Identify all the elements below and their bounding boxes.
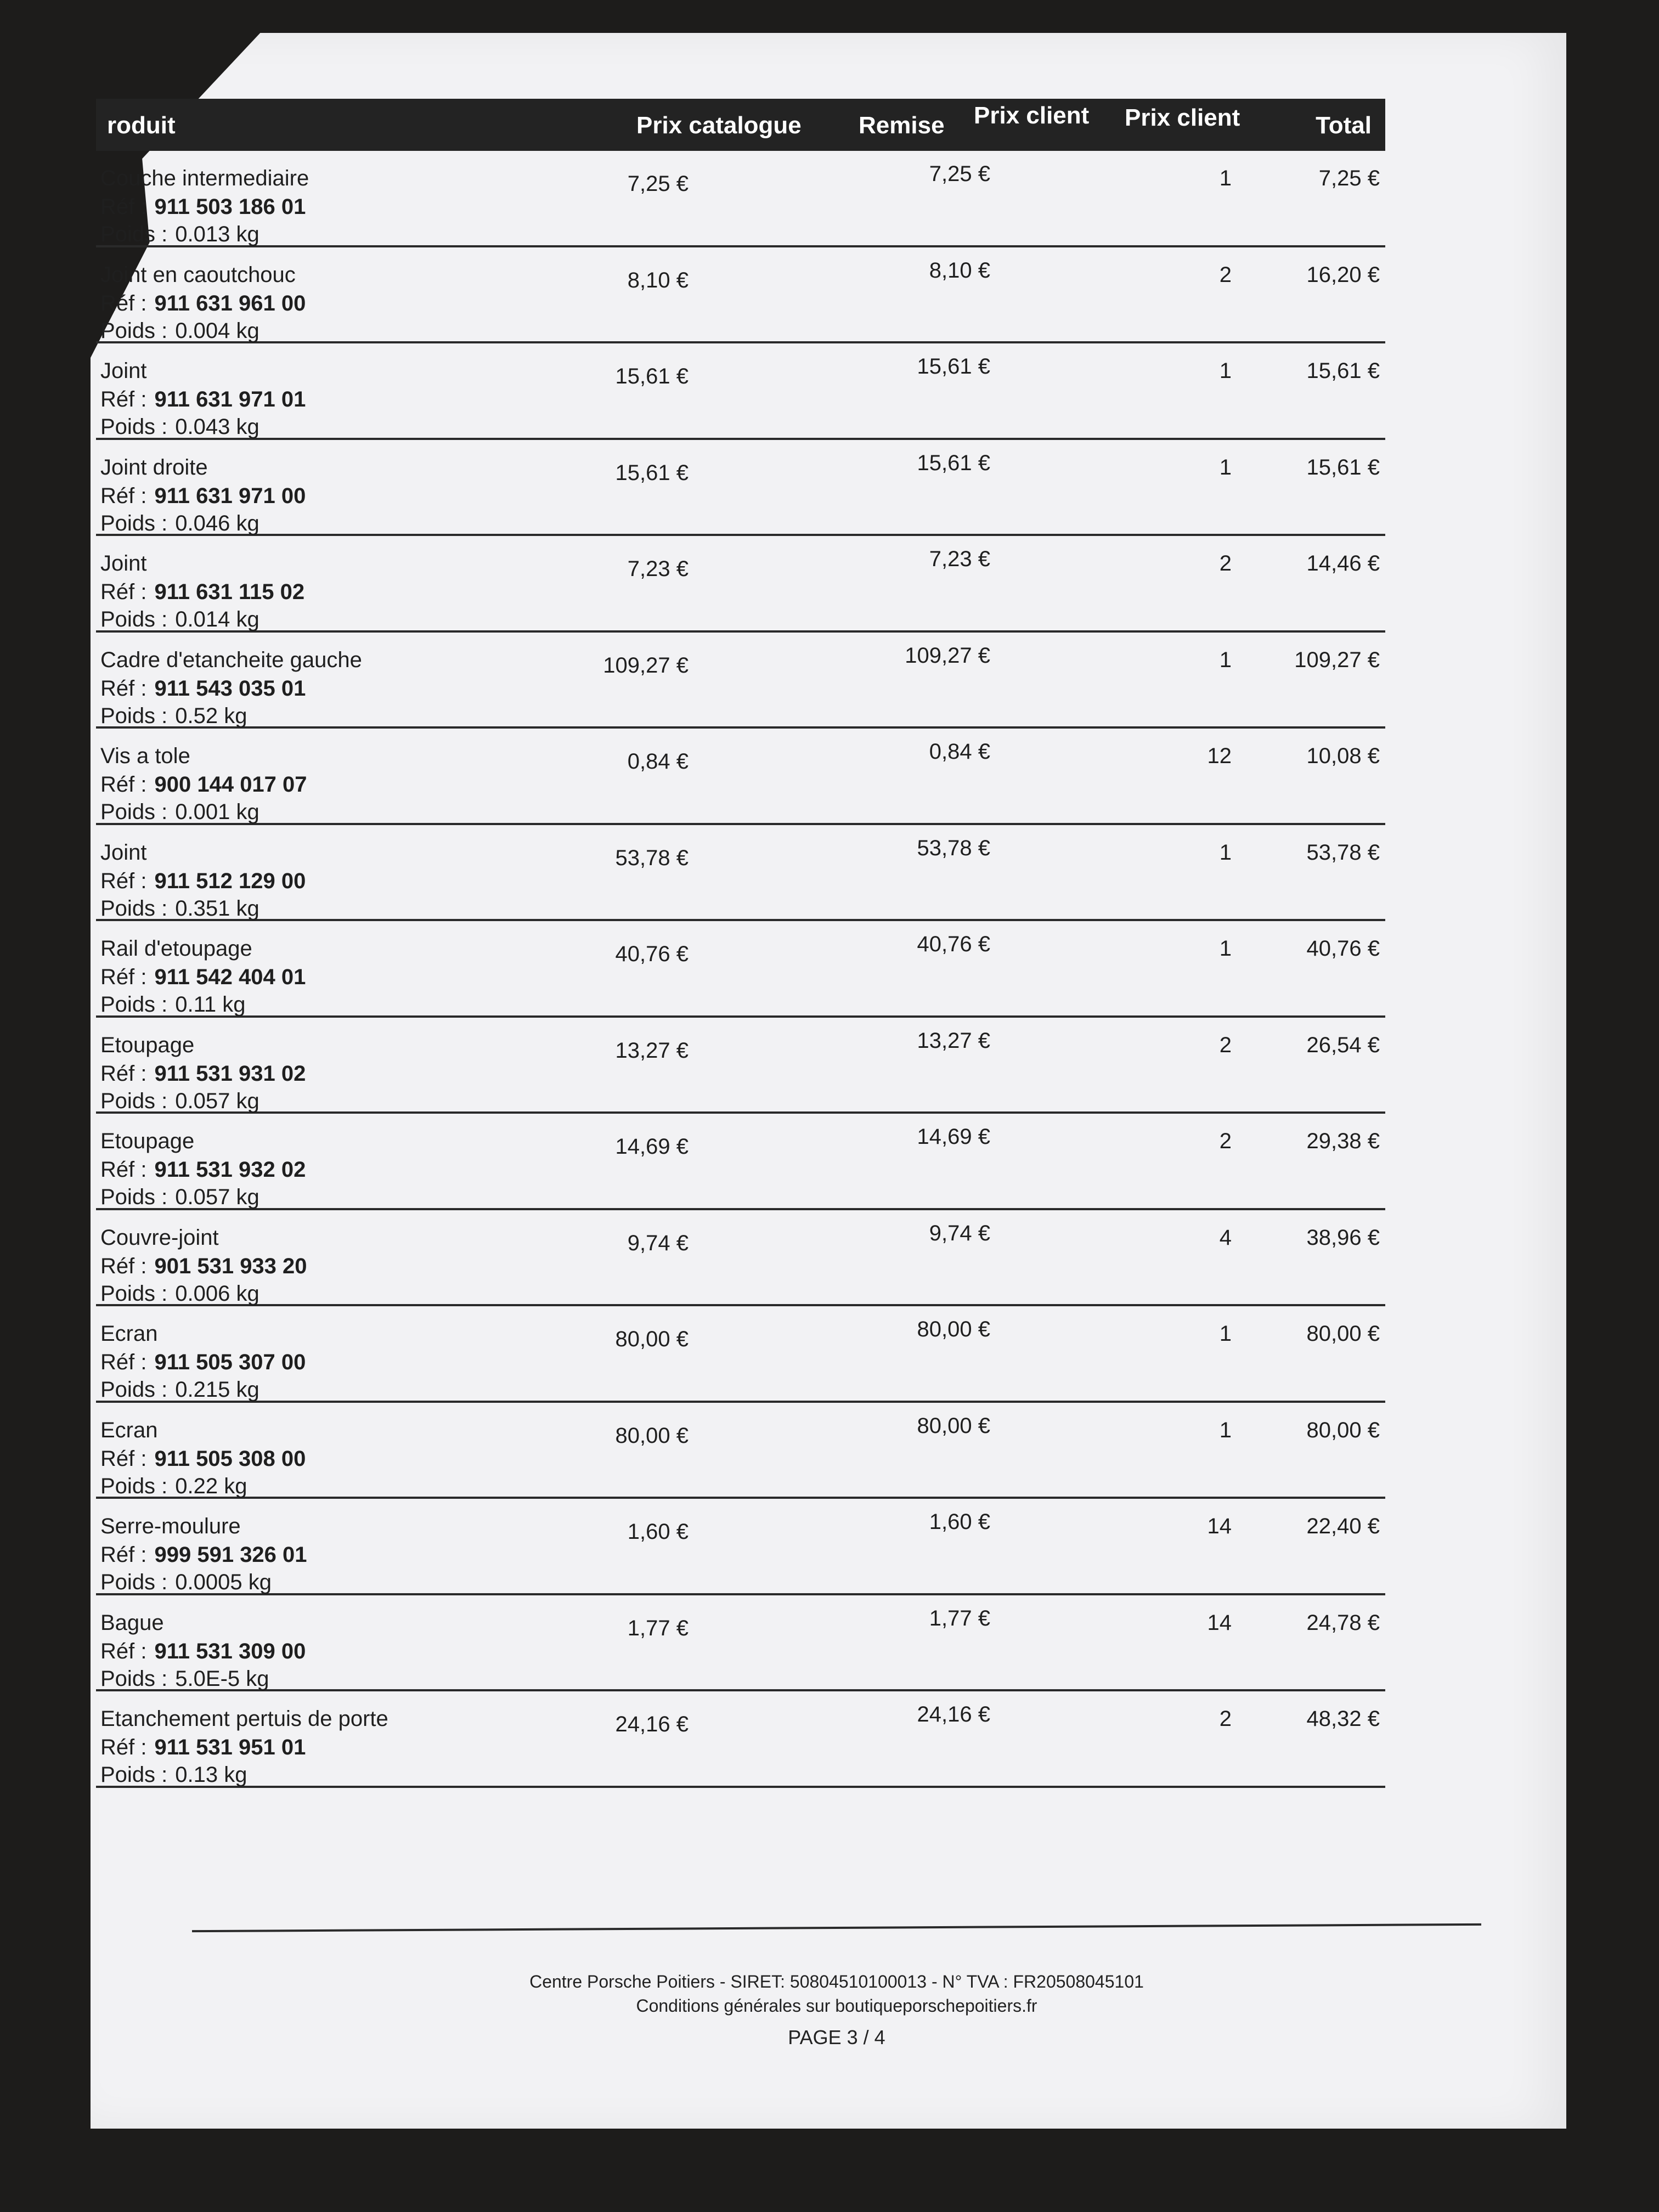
ref-value: 911 542 404 01 [154,965,306,989]
prix-client-value: 109,27 € [905,643,990,668]
prix-catalogue-value: 7,25 € [627,172,689,196]
weight-value: 0.004 kg [175,318,259,343]
quantity-value: 1 [1219,647,1232,672]
table-row [96,1691,1385,1788]
quantity-value: 14 [1207,1610,1232,1635]
weight-label: Poids : [100,318,168,343]
ref-label: Réf : [100,965,147,989]
product-name: Vis a tole [100,744,190,768]
product-name: Ecran [100,1418,158,1442]
weight-value: 0.013 kg [175,222,259,246]
header-produit: roduit [107,112,176,139]
prix-client-value: 53,78 € [917,836,990,860]
product-weight [100,415,259,439]
total-value: 15,61 € [1306,455,1380,479]
product-ref [100,1254,307,1279]
product-ref [100,291,306,316]
quantity-value: 2 [1219,1032,1232,1057]
footer-conditions: Conditions générales sur boutiqueporschepoitiers.fr [636,1996,1037,2016]
table-row [96,729,1385,825]
prix-client-value: 80,00 € [917,1413,990,1438]
product-name: Joint en caoutchouc [100,262,296,287]
quantity-value: 4 [1219,1225,1232,1250]
ref-label: Réf : [100,1446,147,1471]
prix-catalogue-value: 80,00 € [615,1327,689,1351]
product-name: Etoupage [100,1032,195,1057]
ref-label: Réf : [100,195,147,219]
product-weight [100,607,259,632]
weight-label: Poids : [100,800,168,824]
product-name: Couvre-joint [100,1225,219,1250]
prix-catalogue-value: 14,69 € [615,1135,689,1159]
product-name: Etanchement pertuis de porte [100,1707,388,1731]
quantity-value: 2 [1219,551,1232,575]
ref-label: Réf : [100,1543,147,1567]
weight-label: Poids : [100,1763,168,1787]
ref-value: 911 505 308 00 [154,1446,306,1471]
ref-value: 911 512 129 00 [154,868,306,893]
ref-label: Réf : [100,868,147,893]
prix-catalogue-value: 8,10 € [627,268,689,292]
product-name: Joint [100,551,147,575]
ref-value: 911 631 115 02 [154,580,305,604]
quantity-value: 1 [1219,166,1232,190]
prix-client-value: 7,23 € [929,547,990,571]
header-total: Total [1316,112,1372,139]
weight-label: Poids : [100,992,168,1017]
product-ref [100,869,306,894]
table-header [96,99,1385,151]
table-row [96,1595,1385,1692]
header-remise: Remise [859,112,945,139]
prix-client-value: 15,61 € [917,450,990,475]
total-value: 40,76 € [1306,936,1380,961]
product-ref [100,387,306,412]
product-name: Joint [100,359,147,383]
ref-value: 911 531 309 00 [154,1639,306,1663]
product-name: Bague [100,1610,164,1635]
prix-client-value: 14,69 € [917,1125,990,1149]
prix-catalogue-value: 13,27 € [615,1038,689,1063]
product-name: Etoupage [100,1129,195,1153]
prix-catalogue-value: 80,00 € [615,1423,689,1448]
quantity-value: 1 [1219,840,1232,865]
total-value: 109,27 € [1294,647,1380,672]
weight-label: Poids : [100,1666,168,1691]
quantity-value: 2 [1219,1707,1232,1731]
weight-label: Poids : [100,1378,168,1402]
header-prix-client: Prix client [974,102,1090,129]
ref-label: Réf : [100,580,147,604]
product-name: Rail d'etoupage [100,936,252,961]
ref-value: 911 631 961 00 [154,291,306,315]
weight-value: 5.0E-5 kg [175,1666,269,1691]
quantity-value: 1 [1219,455,1232,479]
quantity-value: 12 [1207,744,1232,768]
prix-catalogue-value: 24,16 € [615,1712,689,1736]
prix-catalogue-value: 15,61 € [615,364,689,388]
total-value: 16,20 € [1306,262,1380,287]
table-row [96,1018,1385,1114]
table-row [96,536,1385,633]
product-weight [100,511,259,536]
ref-label: Réf : [100,483,147,508]
quantity-value: 2 [1219,262,1232,287]
ref-value: 911 631 971 01 [154,387,306,411]
page-footer [384,1970,1289,2050]
prix-catalogue-value: 53,78 € [615,845,689,870]
prix-client-value: 8,10 € [929,258,990,283]
page-number: PAGE 3 / 4 [788,2026,885,2049]
weight-value: 0.52 kg [175,703,247,728]
weight-label: Poids : [100,1185,168,1209]
ref-label: Réf : [100,1350,147,1374]
ref-label: Réf : [100,1254,147,1278]
table-row [96,1306,1385,1403]
weight-value: 0.046 kg [175,511,259,535]
ref-label: Réf : [100,291,147,315]
total-value: 26,54 € [1306,1032,1380,1057]
quantity-value: 1 [1219,1418,1232,1442]
total-value: 48,32 € [1306,1707,1380,1731]
table-row [96,1499,1385,1595]
weight-label: Poids : [100,607,168,631]
product-ref [100,484,306,509]
prix-catalogue-value: 15,61 € [615,460,689,485]
quantity-value: 2 [1219,1129,1232,1153]
product-weight [100,1474,247,1499]
header-prix-catalogue: Prix catalogue [636,112,802,139]
ref-value: 911 503 186 01 [154,195,306,219]
quantity-value: 14 [1207,1514,1232,1538]
product-weight [100,992,246,1017]
prix-client-value: 24,16 € [917,1702,990,1726]
quantity-value: 1 [1219,936,1232,961]
ref-value: 911 631 971 00 [154,483,306,508]
product-ref [100,1447,306,1471]
product-weight [100,800,259,825]
product-name: Joint [100,840,147,865]
product-ref [100,1158,306,1182]
weight-value: 0.215 kg [175,1378,259,1402]
product-name: Cadre d'etancheite gauche [100,647,362,672]
weight-value: 0.006 kg [175,1281,259,1306]
quantity-value: 1 [1219,1322,1232,1346]
table-row [96,1114,1385,1210]
product-ref [100,1062,306,1086]
table-row [96,1403,1385,1499]
ref-value: 911 543 035 01 [154,676,306,701]
ref-value: 901 531 933 20 [154,1254,307,1278]
ref-value: 911 531 931 02 [154,1061,306,1086]
total-value: 38,96 € [1306,1225,1380,1250]
product-weight [100,704,247,729]
product-weight [100,1378,259,1402]
total-value: 80,00 € [1306,1322,1380,1346]
ref-label: Réf : [100,1735,147,1759]
table-row [96,633,1385,729]
table-row [96,825,1385,922]
weight-label: Poids : [100,415,168,439]
weight-value: 0.22 kg [175,1474,247,1498]
prix-client-value: 40,76 € [917,932,990,956]
table-row [96,440,1385,537]
product-ref [100,195,306,219]
total-value: 53,78 € [1306,840,1380,865]
table-row [96,1210,1385,1307]
weight-label: Poids : [100,511,168,535]
prix-client-value: 15,61 € [917,354,990,379]
product-weight [100,1763,247,1787]
total-value: 7,25 € [1318,166,1380,190]
prix-client-value: 7,25 € [929,162,990,186]
prix-client-value: 1,77 € [929,1606,990,1630]
product-ref [100,676,306,701]
quantity-value: 1 [1219,359,1232,383]
weight-value: 0.13 kg [175,1763,247,1787]
product-table [96,151,1385,1788]
weight-label: Poids : [100,222,168,246]
product-ref [100,1543,307,1567]
total-value: 29,38 € [1306,1129,1380,1153]
ref-label: Réf : [100,387,147,411]
product-weight [100,1089,259,1114]
product-ref [100,580,304,605]
weight-label: Poids : [100,1088,168,1113]
weight-value: 0.014 kg [175,607,259,631]
weight-value: 0.0005 kg [175,1570,272,1594]
ref-label: Réf : [100,1639,147,1663]
product-weight [100,319,259,343]
prix-catalogue-value: 1,77 € [627,1616,689,1640]
total-value: 14,46 € [1306,551,1380,575]
total-value: 10,08 € [1306,744,1380,768]
ref-label: Réf : [100,1061,147,1086]
prix-client-value: 80,00 € [917,1317,990,1341]
prix-client-value: 1,60 € [929,1510,990,1534]
weight-value: 0.057 kg [175,1185,259,1209]
product-weight [100,1185,259,1210]
prix-catalogue-value: 109,27 € [603,653,689,678]
ref-label: Réf : [100,1158,147,1182]
product-weight [100,1570,272,1595]
product-name: Couche intermediaire [100,166,309,190]
ref-label: Réf : [100,676,147,701]
weight-label: Poids : [100,1570,168,1594]
product-name: Ecran [100,1322,158,1346]
product-weight [100,1667,269,1691]
weight-value: 0.001 kg [175,800,259,824]
footer-company: Centre Porsche Poitiers - SIRET: 50804510100013 - N° TVA : FR20508045101 [529,1972,1144,1991]
weight-value: 0.043 kg [175,415,259,439]
ref-value: 911 531 951 01 [154,1735,306,1759]
total-value: 15,61 € [1306,359,1380,383]
product-name: Joint droite [100,455,208,479]
prix-client-value: 0,84 € [929,740,990,764]
total-value: 80,00 € [1306,1418,1380,1442]
table-row [96,247,1385,344]
weight-label: Poids : [100,1281,168,1306]
table-row [96,151,1385,247]
prix-catalogue-value: 1,60 € [627,1520,689,1544]
weight-label: Poids : [100,1474,168,1498]
weight-label: Poids : [100,703,168,728]
product-ref [100,1350,306,1375]
product-ref [100,965,306,990]
prix-catalogue-value: 9,74 € [627,1231,689,1255]
product-name: Serre-moulure [100,1514,241,1538]
prix-client-value: 13,27 € [917,1028,990,1053]
prix-catalogue-value: 0,84 € [627,749,689,774]
ref-value: 999 591 326 01 [154,1543,307,1567]
prix-catalogue-value: 7,23 € [627,557,689,581]
ref-label: Réf : [100,772,147,797]
total-value: 22,40 € [1306,1514,1380,1538]
ref-value: 911 531 932 02 [154,1158,306,1182]
total-value: 24,78 € [1306,1610,1380,1635]
ref-value: 911 505 307 00 [154,1350,306,1374]
product-weight [100,896,259,921]
weight-value: 0.057 kg [175,1088,259,1113]
product-ref [100,1639,306,1664]
prix-catalogue-value: 40,76 € [615,942,689,966]
product-ref [100,1735,306,1760]
prix-client-value: 9,74 € [929,1221,990,1245]
weight-label: Poids : [100,896,168,921]
product-weight [100,222,259,247]
ref-value: 900 144 017 07 [154,772,307,797]
product-weight [100,1282,259,1306]
table-row [96,343,1385,440]
weight-value: 0.351 kg [175,896,259,921]
weight-value: 0.11 kg [175,992,246,1017]
header-prix-client-qty: Prix client [1125,104,1240,131]
table-row [96,921,1385,1018]
product-ref [100,772,307,797]
